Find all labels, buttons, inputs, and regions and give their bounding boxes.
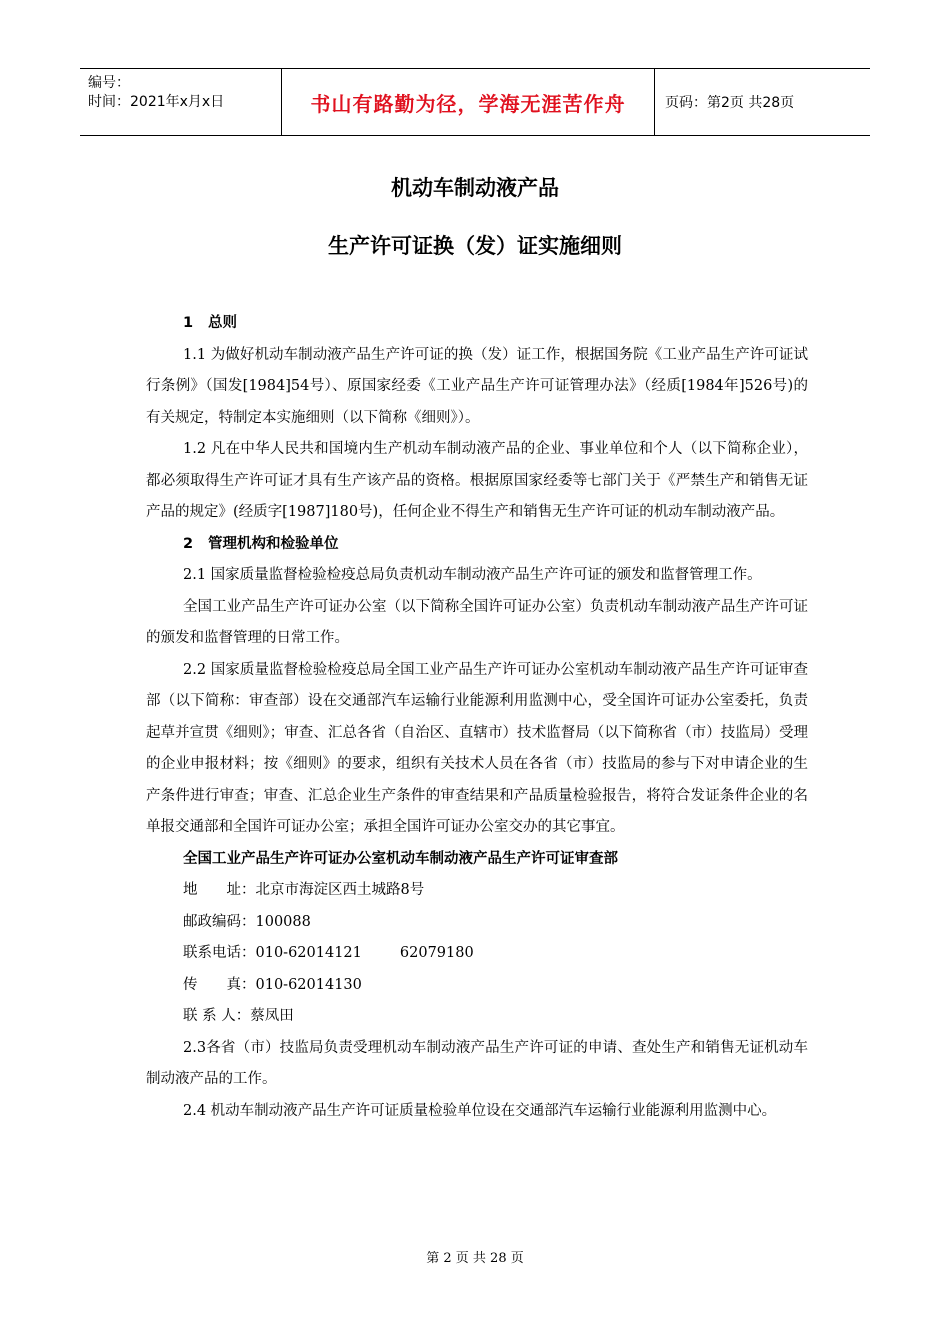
contact-person	[146, 1001, 808, 1033]
phone-label: 联系电话：	[183, 945, 256, 961]
paragraph-2-1: 2.1 国家质量监督检验检疫总局负责机动车制动液产品生产许可证的颁发和监督管理工作。	[183, 567, 762, 583]
section-title: 管理机构和检验单位	[208, 535, 339, 552]
address-value: 北京市海淀区西土城路8号	[255, 882, 425, 898]
fax-label: 传 真：	[183, 976, 256, 993]
fax-value: 010-62014130	[255, 976, 362, 993]
time-label: 时间：2021年x月x日	[88, 94, 225, 110]
serial-label: 编号：	[88, 75, 130, 91]
paragraph-2-4: 2.4 机动车制动液产品生产许可证质量检验单位设在交通部汽车运输行业能源利用监测中心。	[183, 1102, 777, 1119]
section-title: 总则	[208, 315, 237, 331]
section-heading-1	[146, 308, 808, 340]
header-page-info: 页码：第2页 共28页	[665, 95, 795, 111]
postcode-label: 邮政编码：	[183, 913, 256, 930]
office-name: 全国工业产品生产许可证办公室机动车制动液产品生产许可证审查部	[183, 850, 618, 867]
paragraph-1-1: 1.1 为做好机动车制动液产品生产许可证的换（发）证工作，根据国务院《工业产品生产许可证试行条例》（国发[1984]54号）、原国家经委《工业产品生产许可证管理办法》（经质[1984年]526号)的有关规定，特制定本实施细则（以下简称《细则》）。	[146, 346, 808, 426]
section-number: 2	[183, 535, 194, 552]
paragraph-2-3: 2.3各省（市）技监局负责受理机动车制动液产品生产许可证的申请、查处生产和销售无证机动车制动液产品的工作。	[146, 1039, 808, 1087]
section-number: 1	[183, 315, 194, 331]
header-meta	[80, 69, 281, 135]
phone-value-1: 010-62014121	[255, 945, 362, 961]
person-value: 蔡凤田	[250, 1008, 294, 1024]
page-footer: 第 2 页 共 28 页	[426, 1251, 524, 1266]
contact-phone	[146, 938, 808, 970]
section-heading-2	[146, 529, 808, 561]
doc-body	[146, 308, 808, 1127]
doc-title-line2: 生产许可证换（发）证实施细则	[328, 234, 622, 258]
phone-value-2: 62079180	[399, 945, 474, 961]
postcode-value: 100088	[255, 913, 311, 930]
page-header	[80, 68, 870, 136]
paragraph-2-2: 2.2 国家质量监督检验检疫总局全国工业产品生产许可证办公室机动车制动液产品生产许可证审查部（以下简称：审查部）设在交通部汽车运输行业能源利用监测中心，受全国许可证办公室委托，负责起草并宣贯《细则》；审查、汇总各省（自治区、直辖市）技术监督局（以下简称省（市）技监局）受理的企业申报材料；按《细则》的要求，组织有关技术人员在各省（市）技监局的参与下对申请企业的生产条件进行审查；审查、汇总企业生产条件的审查结果和产品质量检验报告，将符合发证条件企业的名单报交通部和全国许可证办公室；承担全国许可证办公室交办的其它事宜。	[146, 661, 808, 835]
contact-fax	[146, 970, 808, 1002]
contact-postcode	[146, 907, 808, 939]
person-label: 联 系 人：	[183, 1008, 251, 1024]
doc-title-line1: 机动车制动液产品	[391, 176, 559, 200]
paragraph-2-1b: 全国工业产品生产许可证办公室（以下简称全国许可证办公室）负责机动车制动液产品生产许可证的颁发和监督管理的日常工作。	[146, 598, 808, 646]
address-label: 地 址：	[183, 882, 256, 898]
contact-address	[146, 875, 808, 907]
paragraph-1-2: 1.2 凡在中华人民共和国境内生产机动车制动液产品的企业、事业单位和个人（以下简称企业），都必须取得生产许可证才具有生产该产品的资格。根据原国家经委等七部门关于《严禁生产和销售无证产品的规定》(经质字[1987]180号)，任何企业不得生产和销售无生产许可证的机动车制动液产品。	[146, 441, 808, 520]
header-motto: 书山有路勤为径，学海无涯苦作舟	[281, 69, 655, 135]
